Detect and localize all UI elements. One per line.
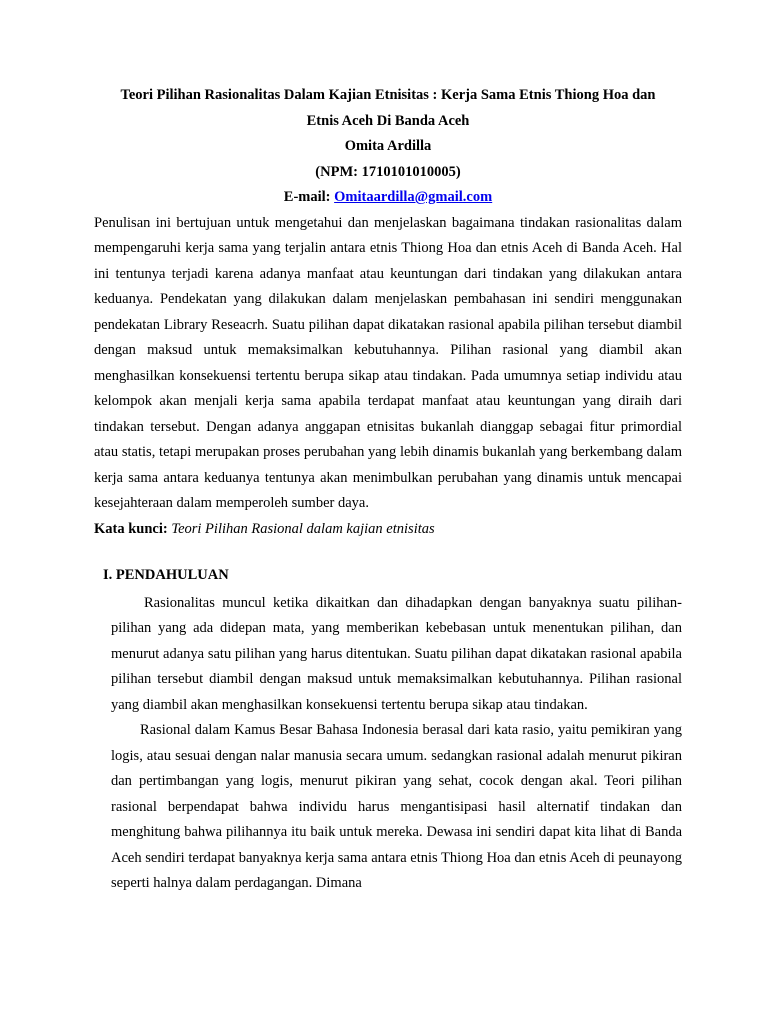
email-label: E-mail: [283, 189, 335, 205]
abstract-paragraph: Penulisan ini bertujuan untuk mengetahui dan menjelaskan bagaimana tindakan rasionalitas dalam mempengaruhi kerja sama yang terjalin antara etnis Thiong Hoa dan etnis Aceh di Banda Aceh. Hal ini tentunya terjadi karena adanya manfaat atau keuntungan dari tindakan yang dilakukan antara keduanya. Pendekatan yang dilakukan dalam menjelaskan pembahasan ini sendiri menggunakan pendekatan Library Reseacrh. Suatu pilihan dapat dikatakan rasional apabila pilihan tersebut diambil dengan maksud untuk memaksimalkan kebutuhannya. Pilihan rasional yang diambil akan menghasilkan konsekuensi tertentu berupa sikap atau tindakan. Pada umumnya setiap individu atau kelompok akan menjali kerja sama apabila terdapat manfaat atau keuntungan yang diraih dari tindakan tersebut. Dengan adanya anggapan etnisitas bukanlah dianggap sebagai fitur primordial atau statis, tetapi merupakan proses perubahan yang lebih dinamis bukanlah yang berkembang dalam kerja sama antara keduanya tentunya akan menimbulkan perubahan yang dinamis untuk mencapai kesejahteraan dalam memperoleh sumber daya. [94, 214, 682, 511]
body-paragraph-2: Rasional dalam Kamus Besar Bahasa Indonesia berasal dari kata rasio, yaitu pemikiran yang logis, atau sesuai dengan nalar manusia secara umum. sedangkan rasional adalah menurut pikiran dan pertimbangan yang logis, menurut pikiran yang sehat, cocok dengan akal. Teori pilihan rasional berpendapat bahwa individu harus mengantisipasi hasil alternatif tindakan dan menghitung bahwa pilihannya itu baik untuk mereka. Dewasa ini sendiri dapat kita lihat di Banda Aceh sendiri terdapat banyaknya kerja sama antara etnis Thiong Hoa dan etnis Aceh di peunayong seperti halnya dalam perdagangan. Dimana [111, 722, 682, 891]
email-link[interactable]: Omitaardilla@gmail.com [334, 189, 493, 205]
document-title-line-1: Teori Pilihan Rasionalitas Dalam Kajian Etnisitas : Kerja Sama Etnis Thiong Hoa dan [120, 87, 656, 103]
author-email [94, 185, 682, 211]
title-block [94, 0, 682, 211]
body-paragraph-1: Rasionalitas muncul ketika dikaitkan dan dihadapkan dengan banyaknya suatu pilihan-pilihan yang ada didepan mata, yang memberikan kebebasan untuk menentukan pilihan, dan menurut adanya satu pilihan yang harus ditentukan. Suatu pilihan dapat dikatakan rasional apabila pilihan tersebut diambil dengan maksud untuk memaksimalkan kebutuhannya. Pilihan rasional yang diambil akan menghasilkan konsekuensi tertentu berupa sikap atau tindakan. [111, 594, 682, 713]
keywords-line [94, 517, 682, 543]
keywords-label: Kata kunci: [94, 520, 172, 537]
author-name: Omita Ardilla [344, 138, 432, 154]
author-npm: (NPM: 1710101010005) [315, 163, 461, 180]
section-heading: I. PENDAHULUAN [103, 567, 229, 583]
keywords-text: Teori Pilihan Rasional dalam kajian etnisitas [171, 520, 435, 537]
document-title-line-2: Etnis Aceh Di Banda Aceh [306, 112, 470, 129]
